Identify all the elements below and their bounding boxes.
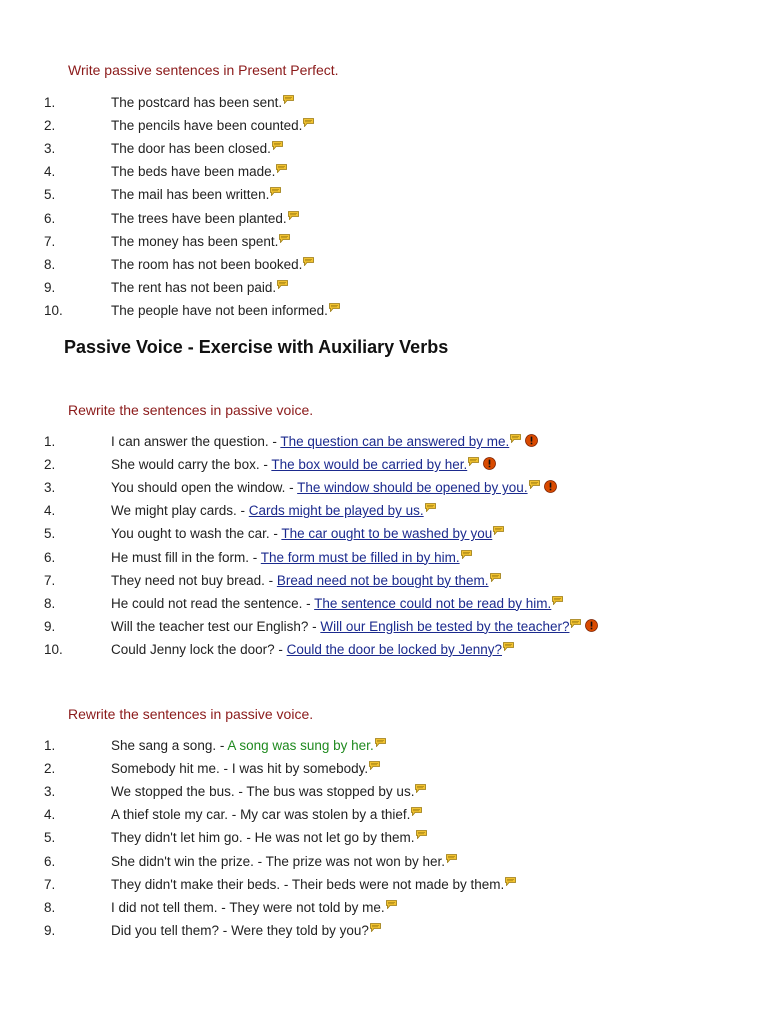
item-number: 10. <box>44 302 63 318</box>
comment-icon[interactable] <box>468 457 479 466</box>
comment-icon[interactable] <box>552 596 563 605</box>
item-number: 6. <box>44 853 56 869</box>
comment-icon[interactable] <box>490 573 501 582</box>
sentence-text: They didn't let him go. - <box>111 830 255 846</box>
item-sentence <box>111 524 504 544</box>
item-sentence <box>111 455 496 475</box>
item-sentence <box>111 162 287 182</box>
sentence-text: The room has not been booked. <box>111 256 303 272</box>
item-sentence <box>111 185 281 205</box>
sentence-text: The postcard has been sent. <box>111 95 283 110</box>
item-number: 1. <box>44 738 56 753</box>
sentence-text: The trees have been planted. <box>111 210 287 226</box>
sentence-text: I did not tell them. - <box>111 899 230 915</box>
item-sentence <box>111 828 427 848</box>
sentence-text: They need not buy bread. - <box>111 572 277 588</box>
instruction-present-perfect: Write passive sentences in Present Perfect. <box>68 62 339 78</box>
item-number: 2. <box>44 118 56 134</box>
item-sentence <box>111 301 340 321</box>
sentence-text: You should open the window. - <box>111 480 298 496</box>
sentence-text: The money has been spent. <box>111 233 279 249</box>
answer-text[interactable]: Could the door be locked by Jenny? <box>286 641 503 657</box>
item-number: 2. <box>44 761 56 777</box>
instruction-past-simple: Rewrite the sentences in passive voice. <box>68 706 314 722</box>
item-sentence <box>111 255 314 275</box>
item-number: 9. <box>44 922 56 938</box>
answer-text[interactable]: Cards might be played by us. <box>248 503 424 519</box>
answer-text: I was hit by somebody. <box>231 761 369 777</box>
item-number: 10. <box>44 641 63 657</box>
answer-text[interactable]: The form must be filled in by him. <box>260 549 460 565</box>
item-sentence <box>111 782 426 802</box>
comment-icon[interactable] <box>272 141 283 150</box>
sentence-text: The mail has been written. <box>111 187 270 203</box>
comment-icon[interactable] <box>529 480 540 489</box>
item-number: 3. <box>44 784 56 800</box>
sentence-text: They didn't make their beds. - <box>111 876 292 892</box>
comment-icon[interactable] <box>279 234 290 243</box>
item-sentence <box>111 921 381 941</box>
comment-icon[interactable] <box>505 877 516 886</box>
comment-icon[interactable] <box>270 187 281 196</box>
comment-icon[interactable] <box>303 257 314 266</box>
comment-icon[interactable] <box>415 784 426 793</box>
item-number: 7. <box>44 233 56 249</box>
item-sentence <box>111 875 516 895</box>
item-sentence <box>111 478 557 498</box>
item-sentence <box>111 116 314 136</box>
item-sentence <box>111 640 514 660</box>
item-number: 4. <box>44 164 56 180</box>
comment-icon[interactable] <box>303 118 314 127</box>
sentence-text: The pencils have been counted. <box>111 118 303 134</box>
sentence-text: The door has been closed. <box>111 141 271 157</box>
item-sentence <box>111 759 380 779</box>
answer-text[interactable]: Will our English be tested by the teacher? <box>320 618 570 634</box>
answer-text: A song was sung by her. <box>227 738 374 753</box>
item-sentence <box>111 278 288 298</box>
item-sentence <box>111 548 472 568</box>
item-number: 7. <box>44 876 56 892</box>
comment-icon[interactable] <box>510 434 521 443</box>
item-number: 1. <box>44 95 56 110</box>
comment-icon[interactable] <box>425 503 436 512</box>
answer-text[interactable]: Bread need not be bought by them. <box>276 572 489 588</box>
comment-icon[interactable] <box>283 95 294 104</box>
item-sentence <box>111 432 538 452</box>
item-sentence <box>111 736 386 756</box>
comment-icon[interactable] <box>446 854 457 863</box>
item-sentence <box>111 139 283 159</box>
comment-icon[interactable] <box>276 164 287 173</box>
sentence-text: I can answer the question. - <box>111 434 281 449</box>
sentence-text: Will the teacher test our English? - <box>111 618 321 634</box>
warning-icon[interactable] <box>585 619 598 632</box>
comment-icon[interactable] <box>493 526 504 535</box>
warning-icon[interactable] <box>525 434 538 447</box>
item-sentence <box>111 209 299 229</box>
comment-icon[interactable] <box>288 211 299 220</box>
answer-text[interactable]: The car ought to be washed by you <box>281 526 493 542</box>
item-sentence <box>111 93 294 113</box>
sentence-text: She sang a song. - <box>111 738 228 753</box>
item-sentence <box>111 594 563 614</box>
comment-icon[interactable] <box>570 619 581 628</box>
sentence-text: He must fill in the form. - <box>111 549 261 565</box>
comment-icon[interactable] <box>416 830 427 839</box>
item-sentence <box>111 232 290 252</box>
page-heading: Passive Voice - Exercise with Auxiliary Verbs <box>64 337 449 357</box>
item-number: 2. <box>44 457 56 473</box>
item-sentence <box>111 571 501 591</box>
warning-icon[interactable] <box>483 457 496 470</box>
answer-text: The bus was stopped by us. <box>246 784 415 800</box>
sentence-text: Somebody hit me. - <box>111 761 232 777</box>
comment-icon[interactable] <box>375 738 386 747</box>
comment-icon[interactable] <box>277 280 288 289</box>
answer-text[interactable]: The window should be opened by you. <box>297 480 528 496</box>
item-number: 8. <box>44 256 56 272</box>
item-number: 7. <box>44 572 56 588</box>
item-number: 8. <box>44 595 56 611</box>
sentence-text: She didn't win the prize. - <box>111 853 266 869</box>
answer-text: Were they told by you? <box>231 922 369 938</box>
answer-text[interactable]: The box would be carried by her. <box>271 457 468 473</box>
item-number: 8. <box>44 899 56 915</box>
sentence-text: The beds have been made. <box>111 164 276 180</box>
comment-icon[interactable] <box>461 550 472 559</box>
item-sentence <box>111 501 436 521</box>
sentence-text: The people have not been informed. <box>111 302 328 318</box>
warning-icon[interactable] <box>544 480 557 493</box>
item-number: 5. <box>44 830 56 846</box>
instruction-auxiliary: Rewrite the sentences in passive voice. <box>68 402 314 418</box>
item-number: 4. <box>44 807 56 823</box>
item-number: 6. <box>44 210 56 226</box>
answer-text: They were not told by me. <box>229 899 385 915</box>
sentence-text: We might play cards. - <box>111 503 249 519</box>
item-number: 9. <box>44 279 56 295</box>
answer-text: Their beds were not made by them. <box>291 876 505 892</box>
answer-text[interactable]: The question can be answered by me. <box>280 434 510 449</box>
item-number: 9. <box>44 618 56 634</box>
comment-icon[interactable] <box>411 807 422 816</box>
item-number: 5. <box>44 526 56 542</box>
item-number: 3. <box>44 141 56 157</box>
item-number: 1. <box>44 434 56 449</box>
item-number: 4. <box>44 503 56 519</box>
comment-icon[interactable] <box>369 761 380 770</box>
comment-icon[interactable] <box>329 303 340 312</box>
item-sentence <box>111 617 598 637</box>
comment-icon[interactable] <box>370 923 381 932</box>
answer-text: He was not let go by them. <box>254 830 415 846</box>
sentence-text: A thief stole my car. - <box>111 807 241 823</box>
answer-text[interactable]: The sentence could not be read by him. <box>314 595 552 611</box>
answer-text: My car was stolen by a thief. <box>240 807 411 823</box>
comment-icon[interactable] <box>386 900 397 909</box>
answer-text: The prize was not won by her. <box>265 853 446 869</box>
item-number: 3. <box>44 480 56 496</box>
sentence-text: You ought to wash the car. - <box>111 526 282 542</box>
comment-icon[interactable] <box>503 642 514 651</box>
sentence-text: The rent has not been paid. <box>111 279 277 295</box>
item-sentence <box>111 852 457 872</box>
item-sentence <box>111 898 397 918</box>
sentence-text: We stopped the bus. - <box>111 784 247 800</box>
item-number: 6. <box>44 549 56 565</box>
sentence-text: Did you tell them? - <box>111 922 232 938</box>
sentence-text: Could Jenny lock the door? - <box>111 641 287 657</box>
sentence-text: She would carry the box. - <box>111 457 272 473</box>
item-number: 5. <box>44 187 56 203</box>
sentence-text: He could not read the sentence. - <box>111 595 315 611</box>
item-sentence <box>111 805 422 825</box>
